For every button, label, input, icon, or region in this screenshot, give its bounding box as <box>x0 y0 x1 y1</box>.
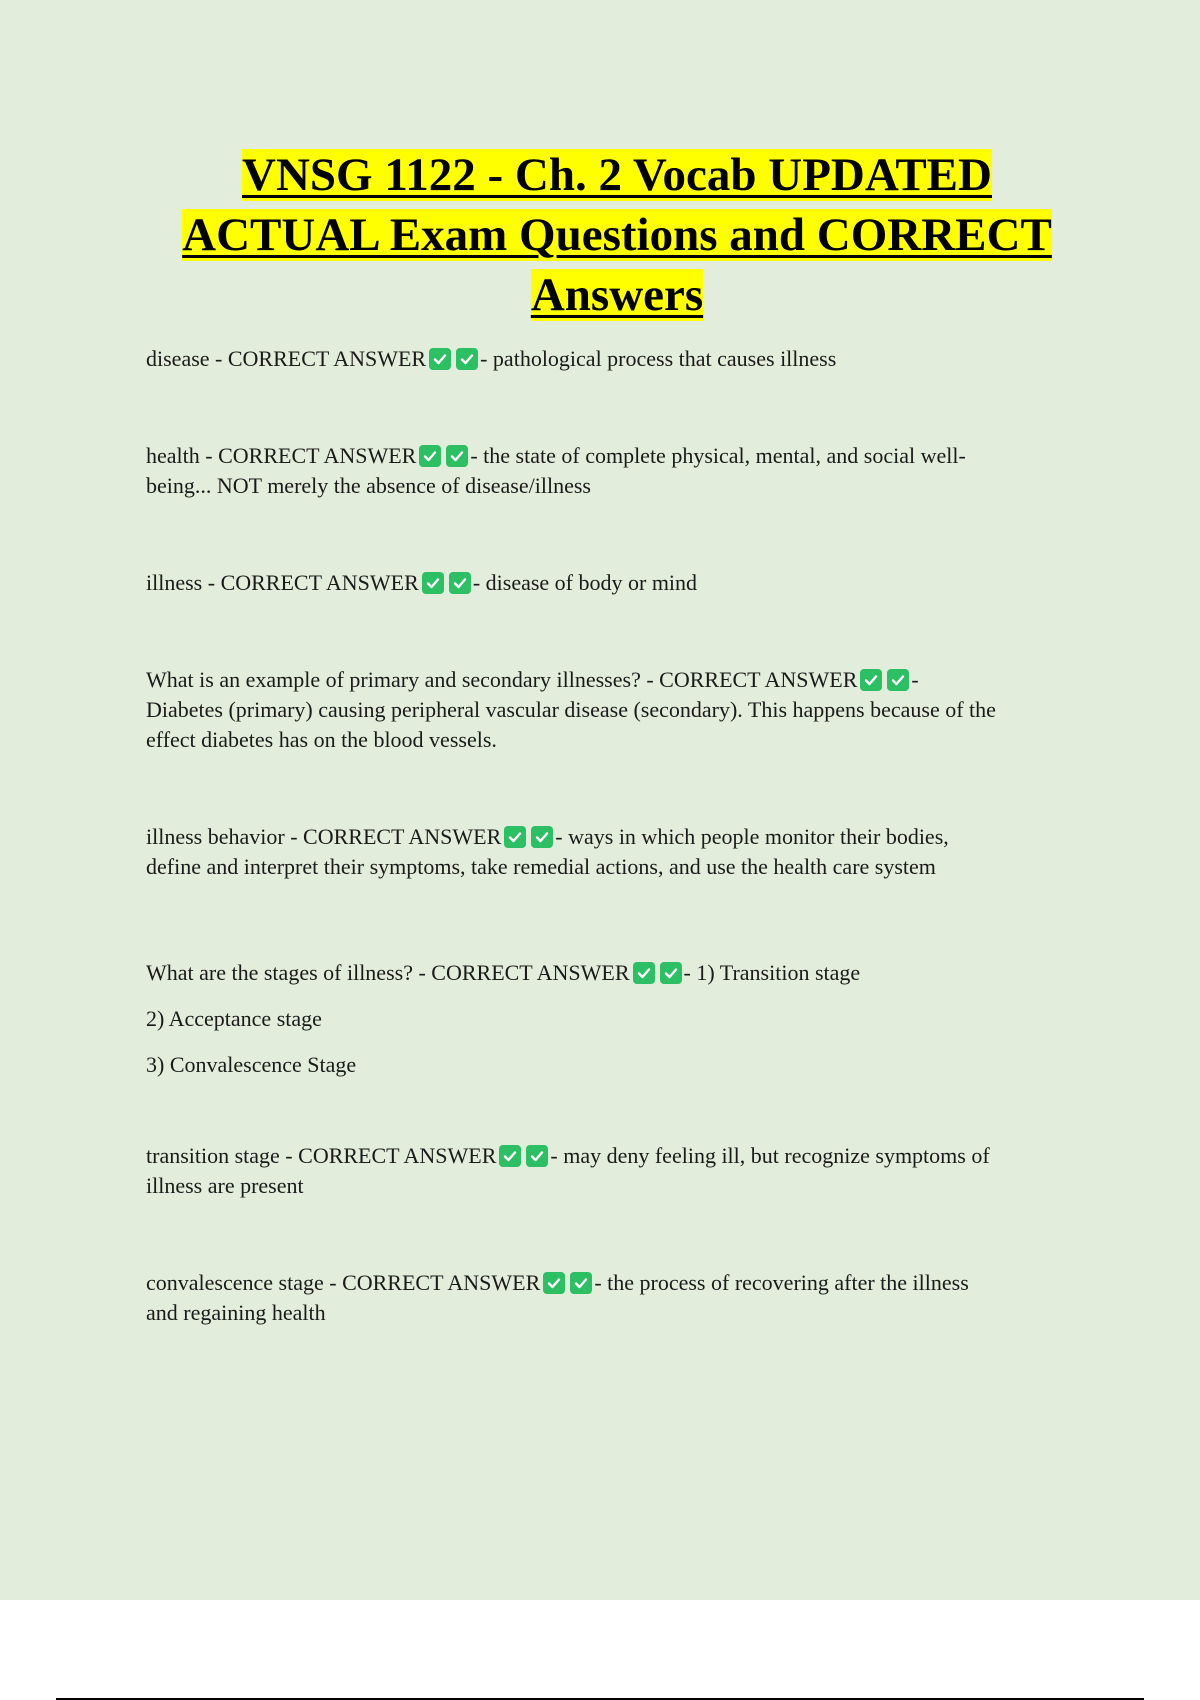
title-line-1: VNSG 1122 - Ch. 2 Vocab UPDATED <box>242 149 992 201</box>
correct-answer-marker: CORRECT ANSWER <box>303 824 502 849</box>
check-mark-icon <box>633 962 655 984</box>
qa-answer: - the process of recovering after the illness <box>594 1270 969 1295</box>
qa-entry <box>146 665 1086 755</box>
document-title <box>110 145 1124 325</box>
correct-answer-marker: CORRECT ANSWER <box>298 1143 497 1168</box>
check-mark-icon <box>504 826 526 848</box>
qa-entry <box>146 950 1086 1088</box>
correct-answer-marker: CORRECT ANSWER <box>218 443 417 468</box>
title-line-3: Answers <box>530 269 704 321</box>
qa-answer-continued: illness are present <box>146 1173 304 1198</box>
qa-entry <box>146 822 1086 882</box>
qa-term: illness - <box>146 570 221 595</box>
qa-line <box>146 1141 1086 1171</box>
check-mark-icon <box>887 669 909 691</box>
qa-line <box>146 950 1086 996</box>
correct-answer-marker: CORRECT ANSWER <box>431 960 630 985</box>
qa-line <box>146 822 1086 852</box>
qa-entry <box>146 1268 1086 1328</box>
qa-answer: - <box>911 667 919 692</box>
qa-term: convalescence stage - <box>146 1270 343 1295</box>
qa-term: What are the stages of illness? - <box>146 960 432 985</box>
correct-answer-marker: CORRECT ANSWER <box>220 570 419 595</box>
qa-entry <box>146 568 1086 598</box>
qa-answer-continued: define and interpret their symptoms, take remedial actions, and use the health care system <box>146 854 936 879</box>
qa-line <box>146 665 1086 695</box>
check-mark-icon <box>531 826 553 848</box>
correct-answer-marker: CORRECT ANSWER <box>342 1270 541 1295</box>
qa-entry <box>146 344 1086 374</box>
check-mark-icon <box>543 1272 565 1294</box>
qa-line <box>146 441 1086 471</box>
qa-answer: - may deny feeling ill, but recognize symptoms of <box>550 1143 990 1168</box>
check-mark-icon <box>499 1145 521 1167</box>
qa-answer: - pathological process that causes illness <box>480 346 837 371</box>
check-mark-icon <box>860 669 882 691</box>
check-mark-icon <box>570 1272 592 1294</box>
check-mark-icon <box>446 445 468 467</box>
qa-answer: - 1) Transition stage <box>683 960 861 985</box>
check-mark-icon <box>660 962 682 984</box>
qa-line <box>146 344 1086 374</box>
qa-entry <box>146 1141 1086 1201</box>
qa-entry <box>146 441 1086 501</box>
qa-answer: - the state of complete physical, mental, and social well- <box>470 443 966 468</box>
qa-term: What is an example of primary and secondary illnesses? - <box>146 667 660 692</box>
qa-answer-continued: 2) Acceptance stage <box>146 1006 322 1031</box>
qa-answer-continued: being... NOT merely the absence of disease/illness <box>146 473 591 498</box>
check-mark-icon <box>456 348 478 370</box>
qa-answer: - disease of body or mind <box>472 570 698 595</box>
qa-term: illness behavior - <box>146 824 304 849</box>
title-line-2: ACTUAL Exam Questions and CORRECT <box>182 209 1052 261</box>
qa-line <box>146 1268 1086 1298</box>
qa-term: transition stage - <box>146 1143 299 1168</box>
qa-answer-continued: and regaining health <box>146 1300 326 1325</box>
check-mark-icon <box>526 1145 548 1167</box>
check-mark-icon <box>449 572 471 594</box>
qa-term: health - <box>146 443 219 468</box>
qa-answer-continued: Diabetes (primary) causing peripheral vascular disease (secondary). This happens because of the <box>146 697 996 722</box>
qa-term: disease - <box>146 346 228 371</box>
check-mark-icon <box>429 348 451 370</box>
check-mark-icon <box>419 445 441 467</box>
correct-answer-marker: CORRECT ANSWER <box>659 667 858 692</box>
qa-line <box>146 568 1086 598</box>
qa-answer-continued: 3) Convalescence Stage <box>146 1052 357 1077</box>
qa-answer-continued: effect diabetes has on the blood vessels. <box>146 727 497 752</box>
check-mark-icon <box>422 572 444 594</box>
qa-answer: - ways in which people monitor their bodies, <box>555 824 949 849</box>
correct-answer-marker: CORRECT ANSWER <box>227 346 427 371</box>
